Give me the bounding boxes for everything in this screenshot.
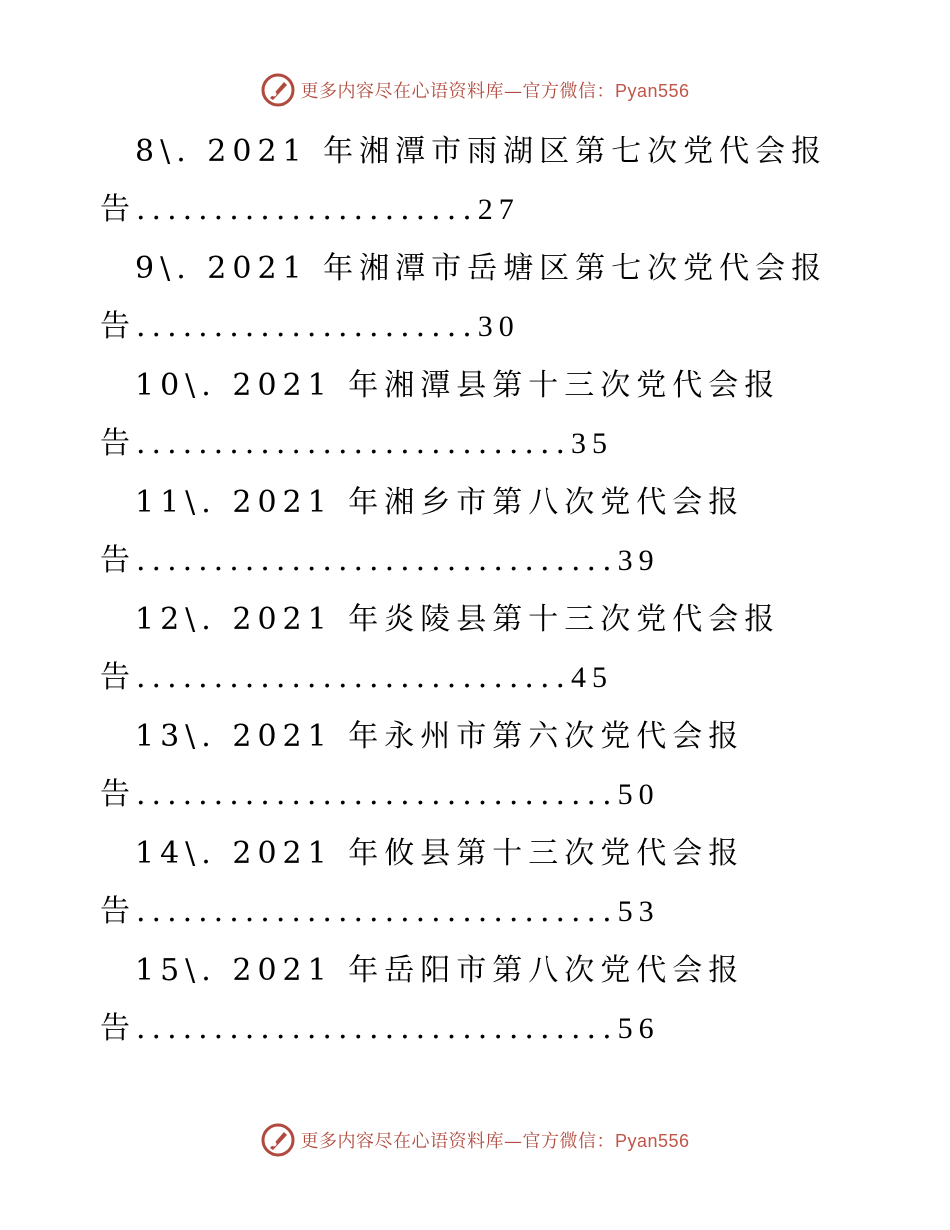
toc-entry-title: 8\. 2021 年湘潭市雨湖区第七次党代会报 bbox=[135, 134, 828, 169]
toc-entry-title: 13\. 2021 年永州市第六次党代会报 bbox=[135, 719, 745, 754]
pen-logo-icon bbox=[260, 1122, 296, 1158]
toc-entry-continuation: 告......................30 bbox=[100, 309, 520, 344]
toc-entry-title: 14\. 2021 年攸县第十三次党代会报 bbox=[135, 836, 745, 871]
toc-entry[interactable] bbox=[0, 586, 950, 703]
toc-entry[interactable] bbox=[0, 820, 950, 937]
toc-entry-continuation: 告............................35 bbox=[100, 426, 614, 461]
toc-page-number: 27 bbox=[477, 193, 520, 226]
pen-logo-icon bbox=[260, 72, 296, 108]
footer-banner bbox=[0, 1120, 950, 1160]
toc-entry[interactable] bbox=[0, 703, 950, 820]
toc-entry[interactable] bbox=[0, 118, 950, 235]
toc-entry-continuation: 告......................27 bbox=[100, 192, 520, 227]
toc-entry-continuation: 告...............................50 bbox=[100, 777, 660, 812]
table-of-contents bbox=[0, 118, 950, 1054]
toc-entry-title: 11\. 2021 年湘乡市第八次党代会报 bbox=[135, 485, 745, 520]
toc-entry-continuation: 告...............................53 bbox=[100, 894, 660, 929]
toc-entry-continuation: 告............................45 bbox=[100, 660, 614, 695]
toc-entry-title: 10\. 2021 年湘潭县第十三次党代会报 bbox=[135, 368, 781, 403]
toc-entry[interactable] bbox=[0, 235, 950, 352]
banner-text: 更多内容尽在心语资料库—官方微信：Pyan556 bbox=[300, 81, 690, 102]
toc-page-number: 50 bbox=[617, 778, 660, 811]
toc-entry[interactable] bbox=[0, 469, 950, 586]
banner-text: 更多内容尽在心语资料库—官方微信：Pyan556 bbox=[300, 1131, 690, 1152]
toc-entry-continuation: 告...............................56 bbox=[100, 1011, 660, 1046]
toc-page-number: 30 bbox=[477, 310, 520, 343]
toc-entry[interactable] bbox=[0, 352, 950, 469]
toc-entry-title: 12\. 2021 年炎陵县第十三次党代会报 bbox=[135, 602, 781, 637]
toc-page-number: 39 bbox=[617, 544, 660, 577]
toc-page-number: 35 bbox=[571, 427, 614, 460]
toc-entry-continuation: 告...............................39 bbox=[100, 543, 660, 578]
toc-entry[interactable] bbox=[0, 937, 950, 1054]
toc-entry-title: 15\. 2021 年岳阳市第八次党代会报 bbox=[135, 953, 745, 988]
toc-page-number: 53 bbox=[617, 895, 660, 928]
header-banner bbox=[0, 70, 950, 110]
toc-page-number: 56 bbox=[617, 1012, 660, 1045]
toc-entry-title: 9\. 2021 年湘潭市岳塘区第七次党代会报 bbox=[135, 251, 828, 286]
toc-page-number: 45 bbox=[571, 661, 614, 694]
